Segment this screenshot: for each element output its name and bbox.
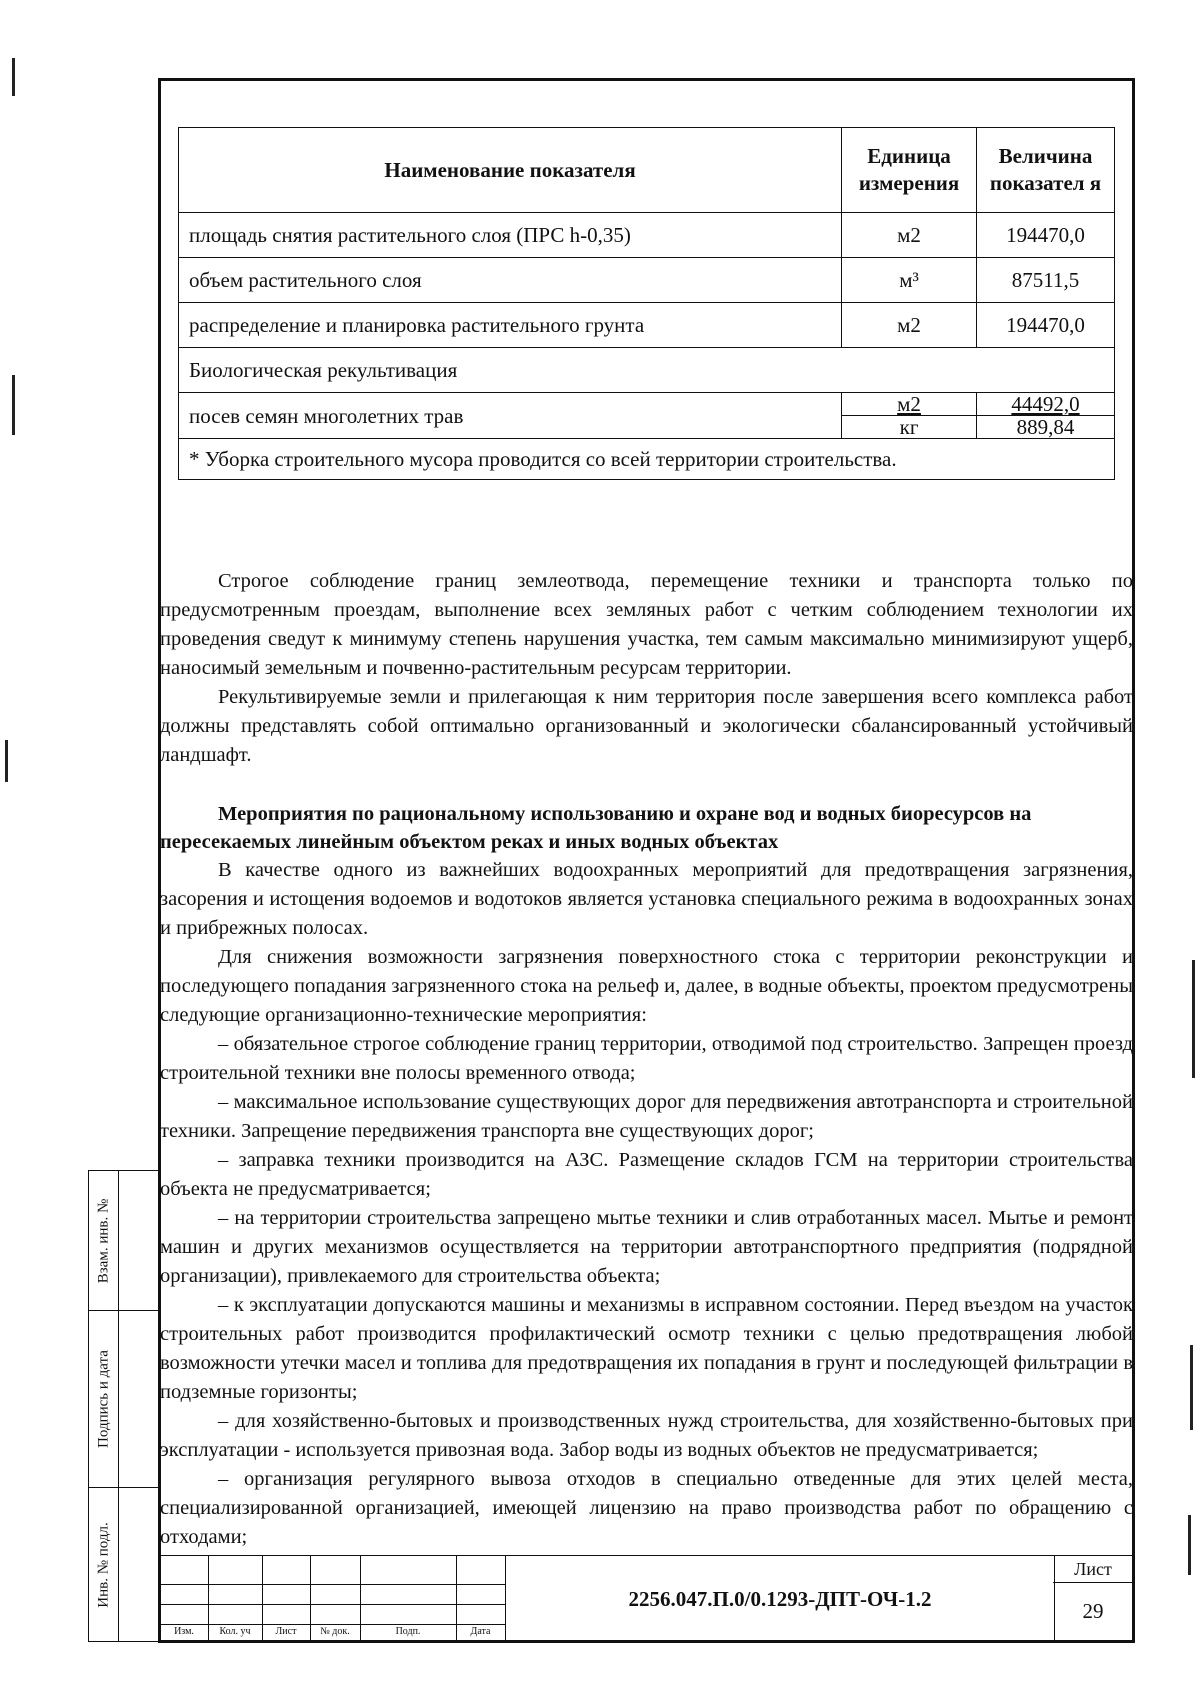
row-unit: м³ (842, 258, 977, 303)
stamp-cell-inv (89, 1488, 159, 1641)
row-unit (842, 393, 977, 439)
table-note: * Уборка строительного мусора проводится со всей территории строительства. (179, 439, 1115, 480)
header-unit: Единица измерения (842, 128, 977, 213)
row-value: 87511,5 (977, 258, 1115, 303)
sheet-box (1053, 1556, 1133, 1642)
paragraph: Строгое соблюдение границ землеотвода, перемещение техники и транспорта только по предусмотренным проездам, выполнение всех земляных работ с четким соблюдением технологии их проведения сведут к минимуму степень нарушения участка, тем самым максимально минимизируют ущерб, наносимый земельным и почвенно-растительным ресурсам территории. (160, 570, 1133, 679)
stamp-cell-vzam (89, 1171, 159, 1311)
scan-mark (12, 58, 15, 96)
section-title: Биологическая рекультивация (179, 348, 1115, 393)
col-doc: № док. (320, 1626, 350, 1637)
indicator-table (178, 127, 1115, 480)
unit-kg: кг (899, 415, 919, 439)
side-stamp (88, 1170, 158, 1642)
row-value: 194470,0 (977, 303, 1115, 348)
value-area: 44492,0 (1011, 392, 1080, 416)
list-item: – на территории строительства запрещено мытье техники и слив отработанных масел. Мытье и ремонт машин и других механизмов осуществляется на территории автотранспортного предприятия (подрядной организации), привлекаемого для строительства объекта; (160, 1207, 1133, 1287)
section-heading: Мероприятия по рациональному использованию и охране вод и водных биоресурсов на пересекаемых линейным объектом реках и иных водных объектах (160, 803, 1032, 853)
header-name: Наименование показателя (179, 128, 842, 213)
row-name: посев семян многолетних трав (179, 393, 842, 439)
list-item: – максимальное использование существующих дорог для передвижения автотранспорта и строительной техники. Запрещение передвижения транспорта вне существующих дорог; (160, 1091, 1133, 1142)
scan-mark (12, 375, 15, 435)
body-text (160, 567, 1133, 1552)
paragraph: В качестве одного из важнейших водоохранных мероприятий для предотвращения загрязнения, засорения и истощения водоемов и водотоков является установка специального режима в водоохранных зонах и прибрежных полосах. (160, 859, 1133, 939)
list-item: – обязательное строгое соблюдение границ территории, отводимой под строительство. Запрещен проезд строительной техники вне полосы временного отвода; (160, 1033, 1133, 1084)
stamp-label-vzam: Взам. инв. № (95, 1198, 111, 1283)
col-izm: Изм. (174, 1626, 194, 1637)
sheet-number: 29 (1082, 1599, 1104, 1623)
table-row (179, 393, 1115, 439)
table-row (179, 213, 1115, 258)
col-data: Дата (470, 1626, 491, 1637)
row-value (977, 393, 1115, 439)
paragraph: Рекультивируемые земли и прилегающая к ним территория после завершения всего комплекса работ должны представлять собой оптимально организованный и экологически сбалансированный устойчивый ландшафт. (160, 686, 1133, 766)
table-note-row (179, 439, 1115, 480)
list-item: – организация регулярного вывоза отходов в специально отведенные для этих целей места, специализированной организацией, имеющей лицензию на право производства работ по обращению с отходами; (160, 1468, 1133, 1548)
row-unit: м2 (842, 213, 977, 258)
scan-mark (1192, 960, 1195, 1078)
row-name: распределение и планировка растительного грунта (179, 303, 842, 348)
header-value: Величина показател я (977, 128, 1115, 213)
revision-grid (160, 1556, 505, 1642)
row-value: 194470,0 (977, 213, 1115, 258)
document-code: 2256.047.П.0/0.1293-ДПТ-ОЧ-1.2 (505, 1556, 1055, 1642)
row-name: площадь снятия растительного слоя (ПРС h-0,35) (179, 213, 842, 258)
table-row (179, 258, 1115, 303)
table-header-row (179, 128, 1115, 213)
col-list: Лист (275, 1626, 297, 1637)
unit-m2: м2 (897, 392, 921, 416)
scan-mark (5, 740, 8, 782)
table-section-row (179, 348, 1115, 393)
col-kol-uch: Кол. уч (219, 1626, 251, 1637)
paragraph: Для снижения возможности загрязнения поверхностного стока с территории реконструкции и последующего попадания загрязненного стока на рельеф и, далее, в водные объекты, проектом предусмотрены следующие организационно-технические мероприятия: (160, 946, 1133, 1026)
sheet-label: Лист (1053, 1556, 1133, 1583)
list-item: – заправка техники производится на АЗС. Размещение складов ГСМ на территории строительства объекта не предусматривается; (160, 1149, 1133, 1200)
row-name: объем растительного слоя (179, 258, 842, 303)
col-podp: Подп. (395, 1626, 421, 1637)
scan-mark (1188, 1515, 1191, 1575)
row-unit: м2 (842, 303, 977, 348)
stamp-cell-podpis (89, 1311, 159, 1488)
list-item: – к эксплуатации допускаются машины и механизмы в исправном состоянии. Перед въездом на участок строительных работ производится профилактический осмотр техники с целью предотвращения любой возможности утечки масел и топлива для предотвращения их попадания в грунт и последующей фильтрации в подземные горизонты; (160, 1294, 1133, 1403)
stamp-label-podpis: Подпись и дата (95, 1350, 111, 1448)
value-mass: 889,84 (1016, 415, 1075, 439)
table-row (179, 303, 1115, 348)
scan-mark (1190, 1345, 1193, 1430)
list-item: – для хозяйственно-бытовых и производственных нужд строительства, для хозяйственно-бытовых при эксплуатации - используется привозная вода. Забор воды из водных объектов не предусматривается; (160, 1410, 1133, 1461)
stamp-label-inv: Инв. № подл. (95, 1521, 111, 1608)
title-block (160, 1555, 1133, 1642)
